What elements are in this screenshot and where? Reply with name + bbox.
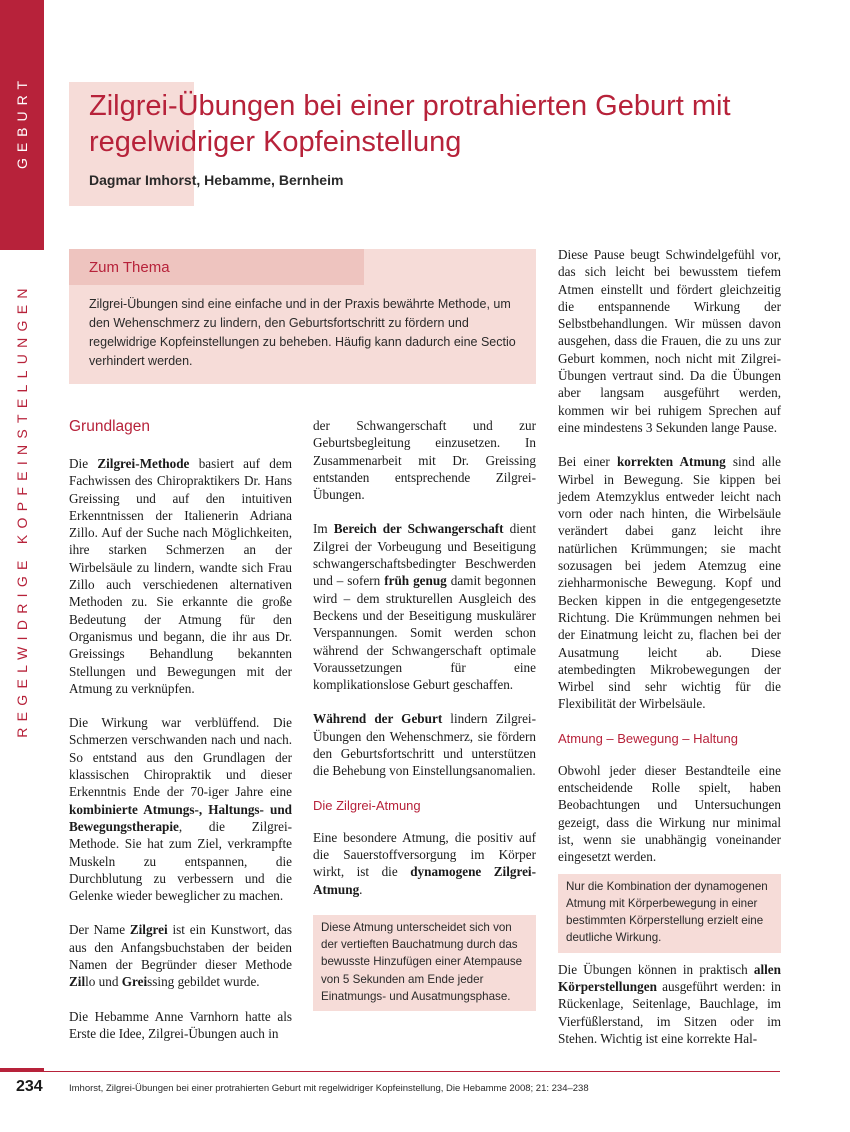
paragraph: Bei einer korrekten Atmung sind alle Wirbel in Bewegung. Sie kippen bei jedem Atemzyklus entweder leicht nach vorn oder nach hinten, die Wirbelsäule verändert dabei ganz leicht ihre natürlichen Krümmungen; sie macht sozusagen bei jedem Atemzug eine ziehharmonische Bewegung. Kopf und Becken kippen in die entgegengesetzte Richtung. Die Krümmungen nehmen bei der Einatmung leicht zu, flachen bei der Ausatmung leicht ab. Diese atembedingten Mikrobewegungen der Wirbel sind sehr wichtig für die Flexibilität der Wirbelsäule.: [558, 454, 781, 712]
callout-box: Diese Atmung unterscheidet sich von der vertieften Bauchatmung durch das bewusste Hinzufügen einer Atempause von 5 Sekunden am Ende jeder Einatmungs- und Ausatmungsphase.: [313, 915, 536, 1011]
paragraph: Die Wirkung war verblüffend. Die Schmerzen verschwanden nach und nach. So entstand aus den Grundlagen der klassischen Chiropraktik und dieser Erkenntnis Ende der 70-iger Jahre eine kombinierte Atmungs-, Haltungs- und Bewegungstherapie, die Zilgrei-Methode. Sie hat zum Ziel, verkrampfte Muskeln zu entspannen, die Durchblutung zu verbessern und die Gelenke wieder beweglicher zu machen.: [69, 715, 292, 904]
paragraph: Im Bereich der Schwangerschaft dient Zilgrei der Vorbeugung und Beseitigung schwangerschaftsbedingter Beschwerden und – sofern früh genug damit begonnen wird – dem strukturellen Ausgleich des Beckens und der Beseitigung muskulärer Verspannungen. Somit werden schon während der Schwangerschaft optimale Voraussetzungen für eine komplikationslose Geburt geschaffen.: [313, 521, 537, 693]
article-title: Zilgrei-Übungen bei einer protrahierten Geburt mit regelwidriger Kopfeinstellung: [89, 90, 731, 158]
footer-divider: [44, 1071, 780, 1072]
text-column-1: [69, 417, 292, 1059]
footer-red-bar: [0, 1068, 44, 1072]
paragraph: Diese Pause beugt Schwindelgefühl vor, das sich leicht bei bewusstem tiefem Atmen einstellt und fördert gleichzeitig die entspannende Wirkung der Selbstbehandlungen. Wir müssen davon ausgehen, dass die Frauen, die zu uns zur Geburt kommen, noch nicht mit Zilgrei-Übungen vertraut sind. Da die Übungen aber langsam ausgeführt werden, kommen wir bei ruhigem Sprechen auf eine mindestens 3 Sekunden lange Pause.: [558, 247, 781, 435]
page-number: 234: [16, 1078, 43, 1095]
text-column-3: [558, 246, 781, 1064]
paragraph: Die Zilgrei-Methode basiert auf dem Fachwissen des Chiropraktikers Dr. Hans Greissing und auf den intuitiven Erkenntnissen der Italienerin Adriana Zillo. Auf der Suche nach Möglichkeiten, ihre starken Schmerzen an der Wirbelsäule zu lindern, wandte sich Frau Zillo auch verschiedenen alternativen Methoden zu. Sie erkannte die große Bedeutung der Atmung für den Organismus und begann, die ihr aus Dr. Greissings Behandlung bekannten Stellungen und Bewegungen mit der Atmung zu verknüpfen.: [69, 456, 292, 696]
paragraph: Die Hebamme Anne Varnhorn hatte als Erste die Idee, Zilgrei-Übungen auch in: [69, 1008, 292, 1041]
paragraph: Die Übungen können in praktisch allen Körperstellungen ausgeführt werden: in Rückenlage, Seitenlage, Bauchlage, im Vierfüßlerstand, im Sitzen oder im Stehen. Wichtig ist eine korrekte Hal-: [558, 961, 781, 1046]
paragraph: Obwohl jeder dieser Bestandteile eine entscheidende Rolle spielt, haben Beobachtungen und Untersuchungen gezeigt, dass die Wirkung nur minimal ist, wenn sie unabhängig voneinander eingesetzt werden.: [558, 762, 781, 865]
paragraph: Der Name Zilgrei ist ein Kunstwort, das aus den Anfangsbuchstaben der beiden Namen der Begründer dieser Methode Zillo und Greissing gebildet wurde.: [69, 922, 292, 990]
text-column-2: [313, 417, 536, 1019]
heading-grundlagen: Grundlagen: [69, 418, 151, 435]
section-label-geburt: GEBURT: [14, 74, 30, 170]
paragraph: Während der Geburt lindern Zilgrei-Übungen den Wehenschmerz, sie fördern den Geburtsfortschritt und unterstützen die Behebung von Einstellungsanomalien.: [313, 711, 536, 779]
heading-atmung-bewegung-haltung: Atmung – Bewegung – Haltung: [558, 730, 738, 746]
zum-thema-heading: Zum Thema: [89, 259, 170, 276]
article-author: Dagmar Imhorst, Hebamme, Bernheim: [89, 172, 344, 188]
footer-citation: Imhorst, Zilgrei-Übungen bei einer protrahierten Geburt mit regelwidriger Kopfeinstellung, Die Hebamme 2008; 21: 234–238: [69, 1083, 589, 1094]
section-label-topic: REGELWIDRIGE KOPFEINSTELLUNGEN: [14, 282, 30, 738]
zum-thema-text: Zilgrei-Übungen sind eine einfache und in der Praxis bewährte Methode, um den Wehenschmerz zu lindern, den Geburtsfortschritt zu fördern und regelwidrige Kopfeinstellungen zu beheben. Häufig kann dadurch eine Sectio verhindert werden.: [89, 297, 516, 368]
paragraph: Eine besondere Atmung, die positiv auf die Sauerstoffversorgung im Körper wirkt, ist die dynamogene Zilgrei-Atmung.: [313, 829, 536, 897]
callout-box: Nur die Kombination der dynamogenen Atmung mit Körperbewegung in einer bestimmten Körperstellung erzielt eine deutliche Wirkung.: [558, 874, 781, 953]
paragraph: der Schwangerschaft und zur Geburtsbegleitung einzusetzen. In Zusammenarbeit mit Dr. Greissing entstanden entsprechende Zilgrei-Übungen.: [313, 418, 536, 503]
heading-zilgrei-atmung: Die Zilgrei-Atmung: [313, 797, 421, 813]
zum-thema-box: [69, 249, 536, 384]
